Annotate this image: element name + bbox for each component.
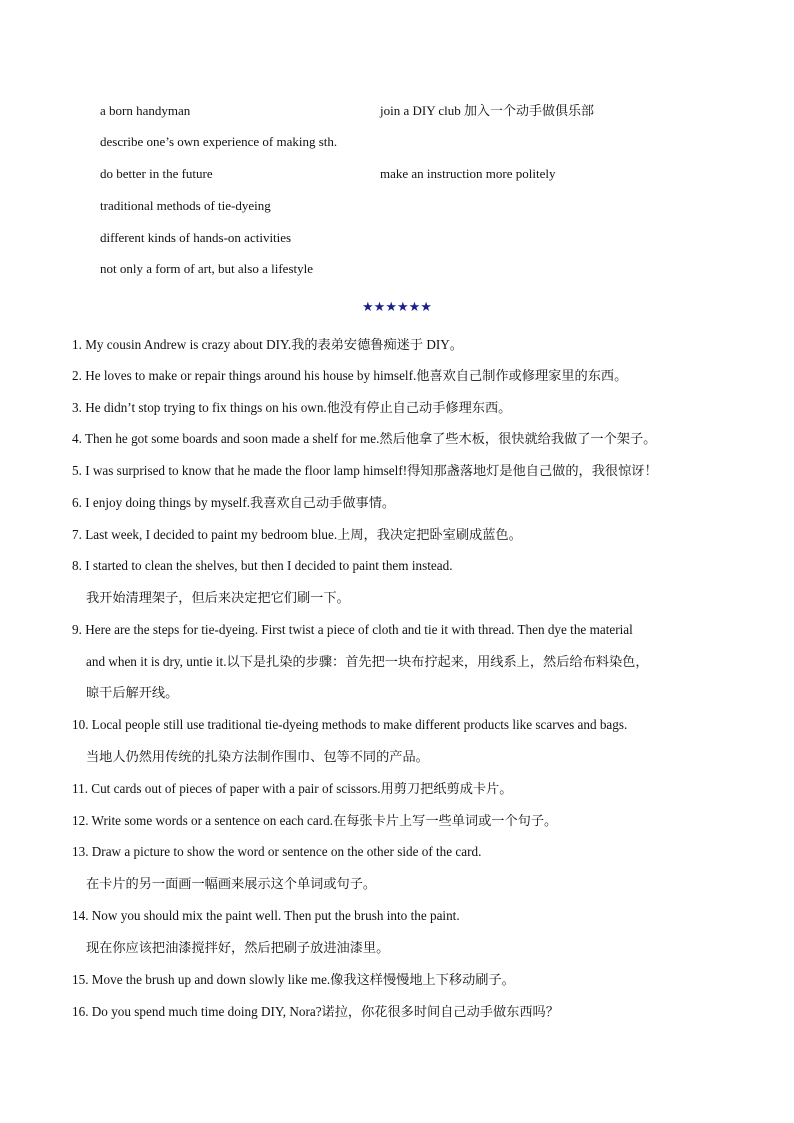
sentence-15: 15. Move the brush up and down slowly like me.像我这样慢慢地上下移动刷子。 <box>72 972 515 987</box>
sentence-9-line2: and when it is dry, untie it.以下是扎染的步骤：首先把一块布拧起来，用线系上，然后给布料染色， <box>86 654 649 669</box>
phrase-hands-on-activities: different kinds of hands-on activities <box>100 230 292 245</box>
sentence-9-line3: 晾干后解开线。 <box>86 685 179 700</box>
phrase-art-lifestyle: not only a form of art, but also a lifestyle <box>100 261 314 276</box>
sentence-2: 2. He loves to make or repair things around his house by himself.他喜欢自己制作或修理家里的东西。 <box>72 368 628 383</box>
sentence-7: 7. Last week, I decided to paint my bedroom blue.上周，我决定把卧室刷成蓝色。 <box>72 527 522 542</box>
sentence-10-en: 10. Local people still use traditional tie-dyeing methods to make different products like scarves and bags. <box>72 717 628 732</box>
sentence-6: 6. I enjoy doing things by myself.我喜欢自己动手做事情。 <box>72 495 396 510</box>
sentence-9-line1: 9. Here are the steps for tie-dyeing. First twist a piece of cloth and tie it with thread. Then dye the material <box>72 622 633 637</box>
sentence-12: 12. Write some words or a sentence on each card.在每张卡片上写一些单词或一个句子。 <box>72 813 558 828</box>
phrase-join-diy-club: join a DIY club 加入一个动手做俱乐部 <box>380 103 594 118</box>
star-divider: ★★★★★★ <box>362 299 432 314</box>
sentence-8-zh: 我开始清理架子，但后来决定把它们刷一下。 <box>86 590 350 605</box>
sentence-5: 5. I was surprised to know that he made the floor lamp himself!得知那盏落地灯是他自己做的，我很惊讶！ <box>72 463 658 478</box>
phrase-do-better: do better in the future <box>100 166 213 181</box>
sentence-16: 16. Do you spend much time doing DIY, Nora?诺拉，你花很多时间自己动手做东西吗？ <box>72 1004 559 1019</box>
sentence-8-en: 8. I started to clean the shelves, but then I decided to paint them instead. <box>72 558 453 573</box>
sentence-13-zh: 在卡片的另一面画一幅画来展示这个单词或句子。 <box>86 876 377 891</box>
sentence-1: 1. My cousin Andrew is crazy about DIY.我的表弟安德鲁痴迷于 DIY。 <box>72 337 463 352</box>
sentence-10-zh: 当地人仍然用传统的扎染方法制作围巾、包等不同的产品。 <box>86 749 429 764</box>
sentence-11: 11. Cut cards out of pieces of paper with a pair of scissors.用剪刀把纸剪成卡片。 <box>72 781 513 796</box>
sentence-3: 3. He didn’t stop trying to fix things on his own.他没有停止自己动手修理东西。 <box>72 400 512 415</box>
sentence-4: 4. Then he got some boards and soon made a shelf for me.然后他拿了些木板，很快就给我做了一个架子。 <box>72 431 657 446</box>
sentence-13-en: 13. Draw a picture to show the word or sentence on the other side of the card. <box>72 844 482 859</box>
phrase-describe-experience: describe one’s own experience of making sth. <box>100 134 338 149</box>
sentence-14-en: 14. Now you should mix the paint well. Then put the brush into the paint. <box>72 908 460 923</box>
phrase-born-handyman: a born handyman <box>100 103 191 118</box>
sentence-14-zh: 现在你应该把油漆搅拌好，然后把刷子放进油漆里。 <box>86 940 390 955</box>
phrase-tie-dyeing-methods: traditional methods of tie-dyeing <box>100 198 271 213</box>
phrase-instruction-politely: make an instruction more politely <box>380 166 556 181</box>
